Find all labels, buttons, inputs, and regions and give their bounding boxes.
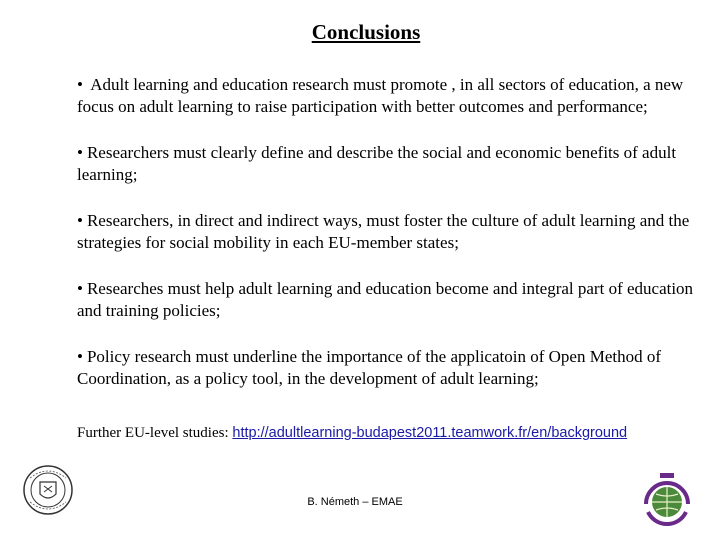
bullet-item	[77, 74, 697, 118]
further-studies	[77, 425, 717, 442]
bullet-text: Adult learning and education research must promote , in all sectors of education, a new focus on adult learning to raise participation with better outcomes and performance;	[77, 75, 684, 116]
page-title: Conclusions	[311, 20, 421, 44]
bullet-item	[77, 346, 697, 390]
bullet-text: Policy research must underline the importance of the applicatoin of Open Method of Coordination, as a policy tool, in the development of adult learning;	[77, 347, 662, 388]
bullet-text: Researchers must clearly define and describe the social and economic benefits of adult learning;	[77, 143, 677, 184]
bullet-item	[77, 210, 697, 254]
bullet-item	[77, 278, 697, 322]
bullet-list	[77, 74, 697, 390]
bullet-marker: •	[77, 75, 83, 94]
bullet-text: Researchers, in direct and indirect ways, must foster the culture of adult learning and the strategies for social mobility in each EU-member states;	[77, 211, 690, 252]
bullet-text: Researches must help adult learning and education become and integral part of education and training policies;	[77, 279, 694, 320]
pascal-international-logo	[640, 470, 694, 530]
bullet-marker: •	[77, 279, 83, 298]
footer-author: B. Németh – EMAE	[307, 496, 403, 508]
bullet-marker: •	[77, 211, 83, 230]
further-studies-label: Further EU-level studies:	[77, 425, 233, 441]
bullet-marker: •	[77, 347, 83, 366]
background-link[interactable]: http://adultlearning-budapest2011.teamwork.fr/en/background	[232, 425, 628, 441]
bullet-item	[77, 142, 697, 186]
university-seal-logo	[22, 462, 74, 518]
bullet-marker: •	[77, 143, 83, 162]
